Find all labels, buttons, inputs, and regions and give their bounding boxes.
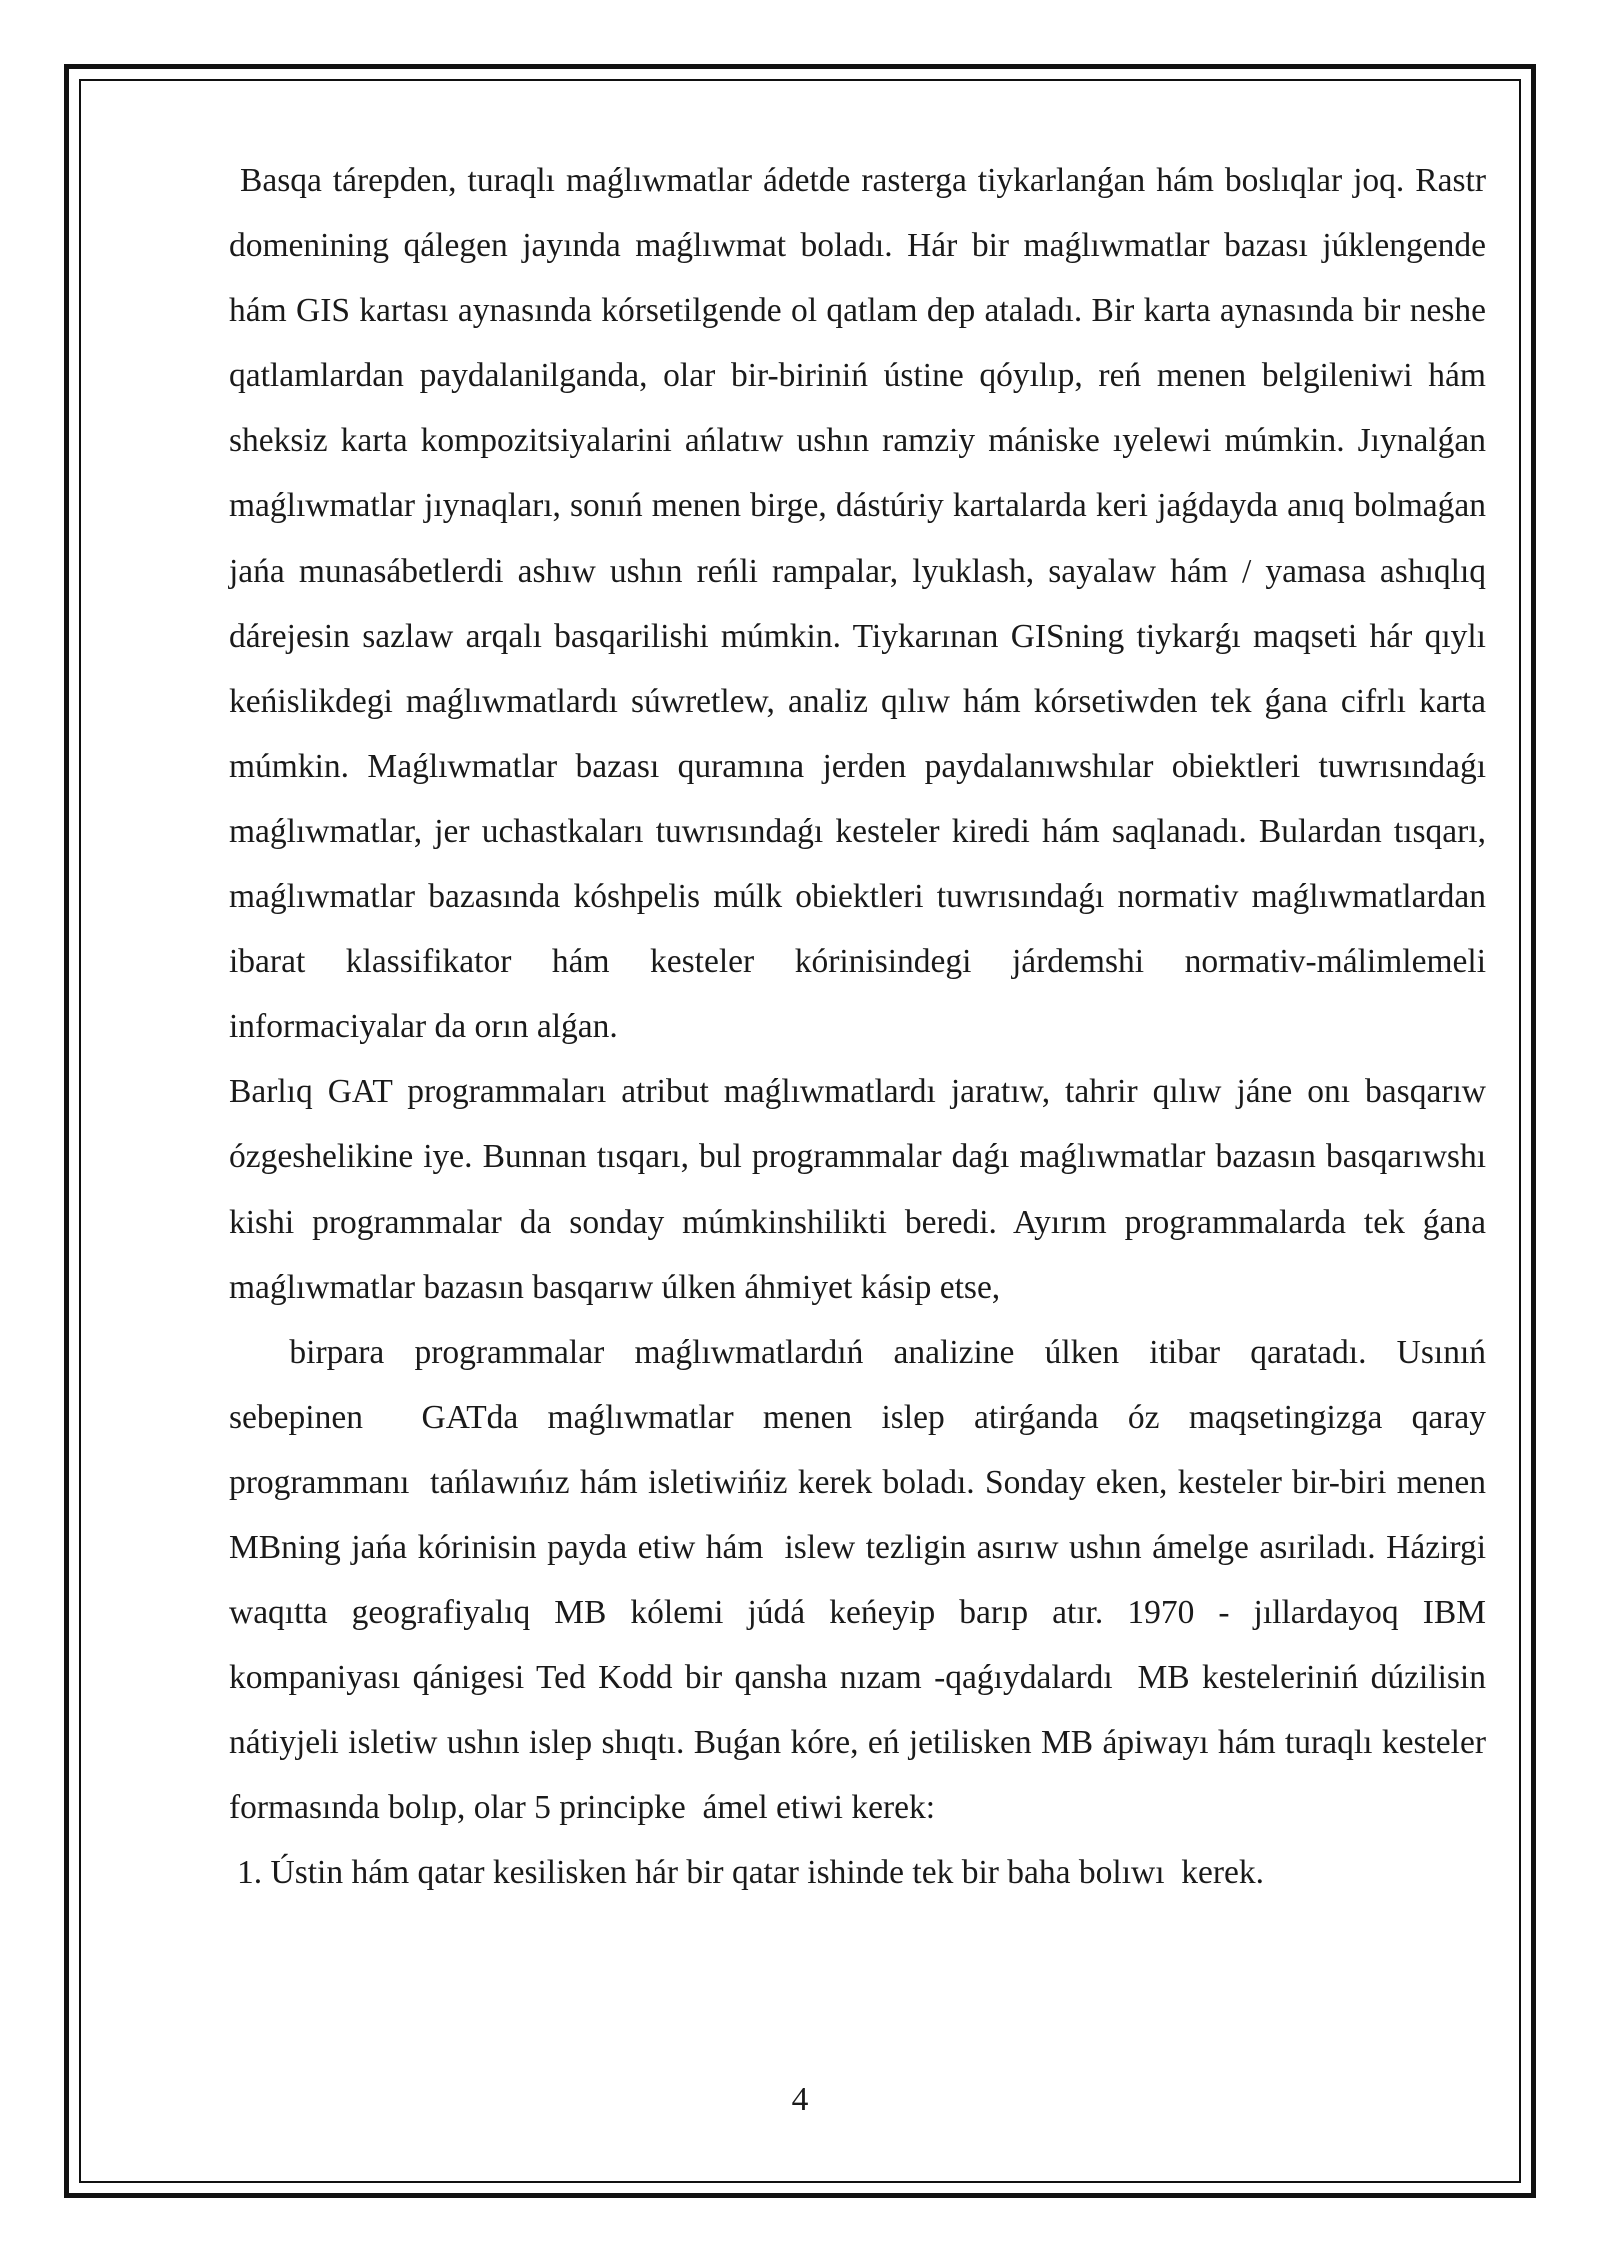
paragraph: birpara programmalar maǵlıwmatlardıń analizine úlken itibar qaratadı. Usınıń sebepinen GATda maǵlıwmatlar menen islep atirǵanda óz maqsetingizga qaray programmanı tańlawıńız hám isletiwińiz kerek boladı. Sonday eken, kesteler bir-biri menen MBning jańa kórinisin payda etiw hám islew tezligin asırıw ushın ámelge asıriladı. Házirgi waqıtta geografiyalıq MB kólemi júdá keńeyip barıp atır. 1970 - jıllardayoq IBM kompaniyası qánigesi Ted Kodd bir qansha nızam -qaǵıydalardı MB kesteleriniń dúzilisin nátiyjeli isletiw ushın islep shıqtı. Buǵan kóre, eń jetilisken MB ápiwayı hám turaqlı kesteler formasında bolıp, olar 5 principke ámel etiwi kerek: xyxy=(229,1333,1486,1827)
paragraph: Basqa tárepden, turaqlı maǵlıwmatlar ádetde rasterga tiykarlanǵan hám boslıqlar joq. Rastr domenining qálegen jayında maǵlıwmat boladı. Hár bir maǵlıwmatlar bazası júklengende hám GIS kartası aynasında kórsetilgende ol qatlam dep ataladı. Bir karta aynasında bir neshe qatlamlardan paydalanilganda, olar bir-biriniń ústine qóyılıp, reń menen belgileniwi hám sheksiz karta kompozitsiyalarini ańlatıw ushın ramziy mániske ıyelewi múmkin. Jıynalǵan maǵlıwmatlar jıynaqları, sonıń menen birge, dástúriy kartalarda keri jaǵdayda anıq bolmaǵan jańa munasábetlerdi ashıw ushın reńli rampalar, lyuklash, sayalaw hám / yamasa ashıqlıq dárejesin sazlaw arqalı basqarilishi múmkin. Tiykarınan GISning tiykarǵı maqseti hár qıylı keńislikdegi maǵlıwmatlardı súwretlew, analiz qılıw hám kórsetiwden tek ǵana cifrlı karta múmkin. Maǵlıwmatlar bazası quramına jerden paydalanıwshılar obiektleri tuwrısındaǵı maǵlıwmatlar, jer uchastkaları tuwrısındaǵı kesteler kiredi hám saqlanadı. Bulardan tısqarı, maǵlıwmatlar bazasında kóshpelis múlk obiektleri tuwrısındaǵı normativ maǵlıwmatlardan ibarat klassifikator hám kesteler kórinisindegi járdemshi normativ-málimlemeli informaciyalar da orın alǵan. xyxy=(229,162,1486,1046)
paragraph: Barlıq GAT programmaları atribut maǵlıwmatlardı jaratıw, tahrir qılıw jáne onı basqarıw ózgeshelikine iye. Bunnan tısqarı, bul programmalar daǵı maǵlıwmatlar bazasın basqarıwshı kishi programmalar da sonday múmkinshilikti beredi. Ayırım programmalarda tek ǵana maǵlıwmatlar bazasın basqarıw úlken áhmiyet kásip etse, xyxy=(229,1073,1486,1306)
page-number: 4 xyxy=(791,2081,809,2118)
document-body xyxy=(229,148,1486,1906)
list-item: 1. Ústin hám qatar kesilisken hár bir qatar ishinde tek bir baha bolıwı kerek. xyxy=(237,1854,1265,1892)
